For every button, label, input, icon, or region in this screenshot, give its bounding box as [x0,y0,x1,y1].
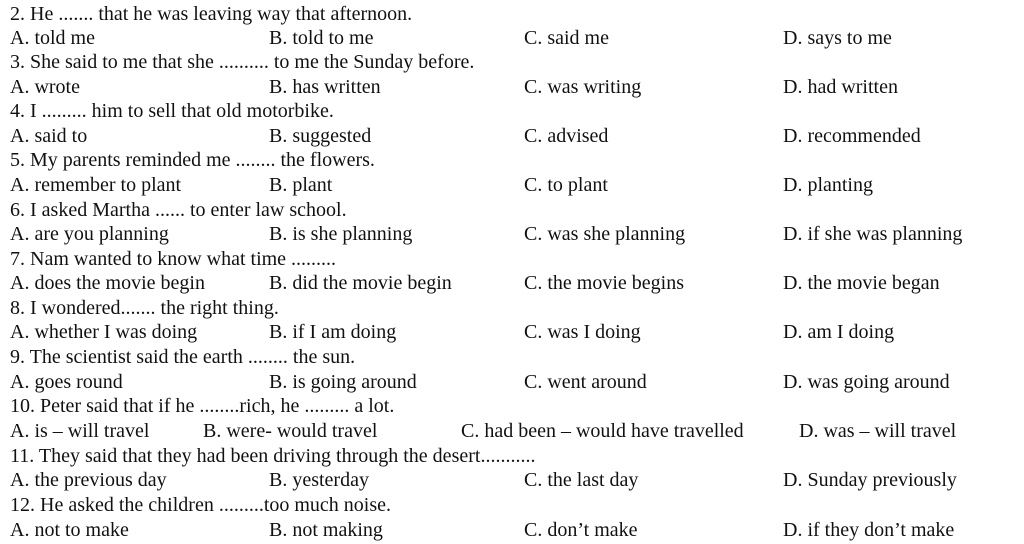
option-b: B. if I am doing [269,321,397,343]
option-d: D. was – will travel [799,420,957,442]
option-b: B. were- would travel [203,420,378,442]
option-c: C. was I doing [524,321,641,343]
option-d: D. had written [783,76,898,98]
option-b: B. yesterday [269,469,369,491]
option-a: A. is – will travel [10,420,150,442]
option-d: D. am I doing [783,321,895,343]
option-b: B. has written [269,76,381,98]
option-b: B. told to me [269,27,374,49]
option-a: A. are you planning [10,223,169,245]
question-stem: 9. The scientist said the earth ........ the sun. [10,346,356,368]
option-d: D. was going around [783,371,950,393]
question-stem: 4. I ......... him to sell that old motorbike. [10,100,334,122]
question-stem: 10. Peter said that if he ........rich, he ......... a lot. [10,395,395,417]
option-a: A. the previous day [10,469,167,491]
option-d: D. if they don’t make [783,519,955,541]
option-c: C. said me [524,27,609,49]
option-c: C. went around [524,371,647,393]
option-d: D. the movie began [783,272,940,294]
option-c: C. don’t make [524,519,638,541]
option-c: C. had been – would have travelled [461,420,744,442]
option-c: C. was writing [524,76,642,98]
option-a: A. wrote [10,76,80,98]
option-c: C. was she planning [524,223,686,245]
option-d: D. planting [783,174,873,196]
option-d: D. says to me [783,27,892,49]
option-a: A. goes round [10,371,123,393]
option-d: D. Sunday previously [783,469,957,491]
option-c: C. the movie begins [524,272,684,294]
option-a: A. said to [10,125,88,147]
question-stem: 6. I asked Martha ...... to enter law school. [10,199,347,221]
option-a: A. remember to plant [10,174,182,196]
question-stem: 11. They said that they had been driving through the desert........... [10,445,536,467]
option-d: D. if she was planning [783,223,963,245]
question-stem: 12. He asked the children .........too much noise. [10,494,392,516]
option-b: B. not making [269,519,383,541]
question-stem: 2. He ....... that he was leaving way that afternoon. [10,3,413,25]
option-b: B. suggested [269,125,372,147]
question-stem: 5. My parents reminded me ........ the flowers. [10,149,375,171]
option-c: C. the last day [524,469,639,491]
option-b: B. is going around [269,371,417,393]
option-a: A. whether I was doing [10,321,198,343]
option-b: B. is she planning [269,223,413,245]
option-c: C. to plant [524,174,608,196]
option-a: A. told me [10,27,95,49]
option-d: D. recommended [783,125,921,147]
option-b: B. did the movie begin [269,272,452,294]
question-stem: 7. Nam wanted to know what time ......... [10,248,337,270]
question-stem: 8. I wondered....... the right thing. [10,297,279,319]
question-stem: 3. She said to me that she .......... to me the Sunday before. [10,51,475,73]
option-a: A. not to make [10,519,129,541]
option-b: B. plant [269,174,333,196]
option-a: A. does the movie begin [10,272,205,294]
option-c: C. advised [524,125,609,147]
